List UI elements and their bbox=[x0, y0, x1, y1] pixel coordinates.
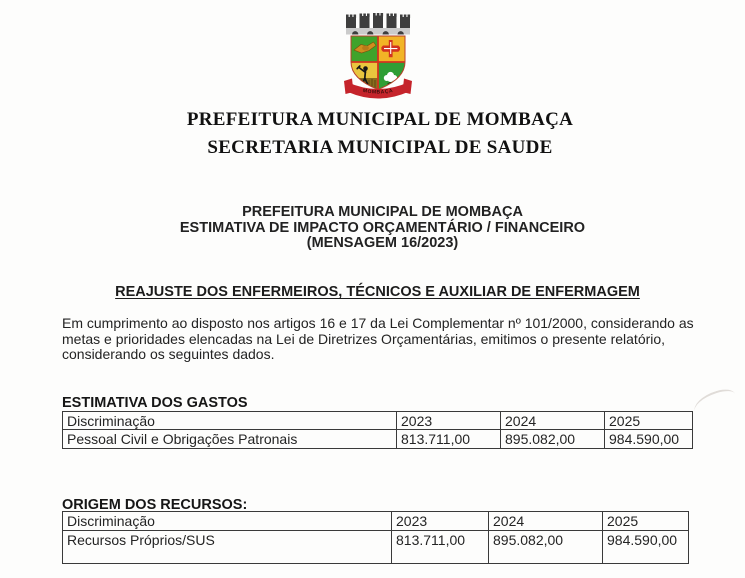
letterhead-line2: SECRETARIA MUNICIPAL DE SAUDE bbox=[207, 137, 553, 158]
col-header-discriminacao: Discriminação bbox=[63, 412, 397, 430]
col-header-2024: 2024 bbox=[501, 412, 605, 430]
cell-gastos-2025: 984.590,00 bbox=[605, 430, 693, 449]
gastos-header-row bbox=[63, 412, 693, 430]
gastos-table bbox=[62, 411, 693, 449]
col-header-discriminacao: Discriminação bbox=[63, 512, 392, 531]
subject-heading: REAJUSTE DOS ENFERMEIROS, TÉCNICOS E AUXILIAR DE ENFERMAGEM bbox=[115, 284, 640, 300]
col-header-2023: 2023 bbox=[392, 512, 489, 531]
cell-recursos-label: Recursos Próprios/SUS bbox=[63, 531, 392, 564]
col-header-2025: 2025 bbox=[605, 412, 693, 430]
coat-of-arms-icon bbox=[343, 12, 413, 103]
title-line2: ESTIMATIVA DE IMPACTO ORÇAMENTÁRIO / FINANCEIRO bbox=[179, 219, 586, 236]
letterhead bbox=[0, 106, 745, 162]
scan-artifact bbox=[691, 386, 740, 421]
col-header-2024: 2024 bbox=[489, 512, 603, 531]
ribbon-text: MOMBAÇA bbox=[362, 87, 394, 96]
section-heading-recursos: ORIGEM DOS RECURSOS: bbox=[62, 497, 248, 513]
subject-heading-wrap bbox=[0, 284, 745, 300]
document-title-block bbox=[10, 205, 745, 252]
recursos-data-row bbox=[63, 531, 689, 564]
title-line3: (MENSAGEM 16/2023) bbox=[306, 235, 459, 251]
mural-crown-icon bbox=[346, 13, 410, 35]
intro-paragraph: Em cumprimento ao disposto nos artigos 16 e 17 da Lei Complementar nº 101/2000, considerando as metas e prioridades elencadas na Lei de Diretrizes Orçamentárias, emitimos o presente relatório, considerando os seguintes dados. bbox=[62, 315, 694, 363]
shield-icon bbox=[351, 36, 405, 90]
section-heading-gastos: ESTIMATIVA DOS GASTOS bbox=[62, 395, 248, 411]
col-header-2023: 2023 bbox=[397, 412, 501, 430]
cell-recursos-2025: 984.590,00 bbox=[603, 531, 689, 564]
letterhead-line1: PREFEITURA MUNICIPAL DE MOMBAÇA bbox=[186, 109, 574, 130]
recursos-table bbox=[62, 511, 689, 564]
cell-gastos-2023: 813.711,00 bbox=[397, 430, 501, 449]
cell-recursos-2023: 813.711,00 bbox=[392, 531, 489, 564]
cell-gastos-2024: 895.082,00 bbox=[501, 430, 605, 449]
cell-gastos-label: Pessoal Civil e Obrigações Patronais bbox=[63, 430, 397, 449]
mombaca-coat-of-arms bbox=[343, 12, 413, 103]
col-header-2025: 2025 bbox=[603, 512, 689, 531]
gastos-data-row bbox=[63, 430, 693, 449]
cell-recursos-2024: 895.082,00 bbox=[489, 531, 603, 564]
title-line1: PREFEITURA MUNICIPAL DE MOMBAÇA bbox=[242, 204, 523, 220]
recursos-header-row bbox=[63, 512, 689, 531]
